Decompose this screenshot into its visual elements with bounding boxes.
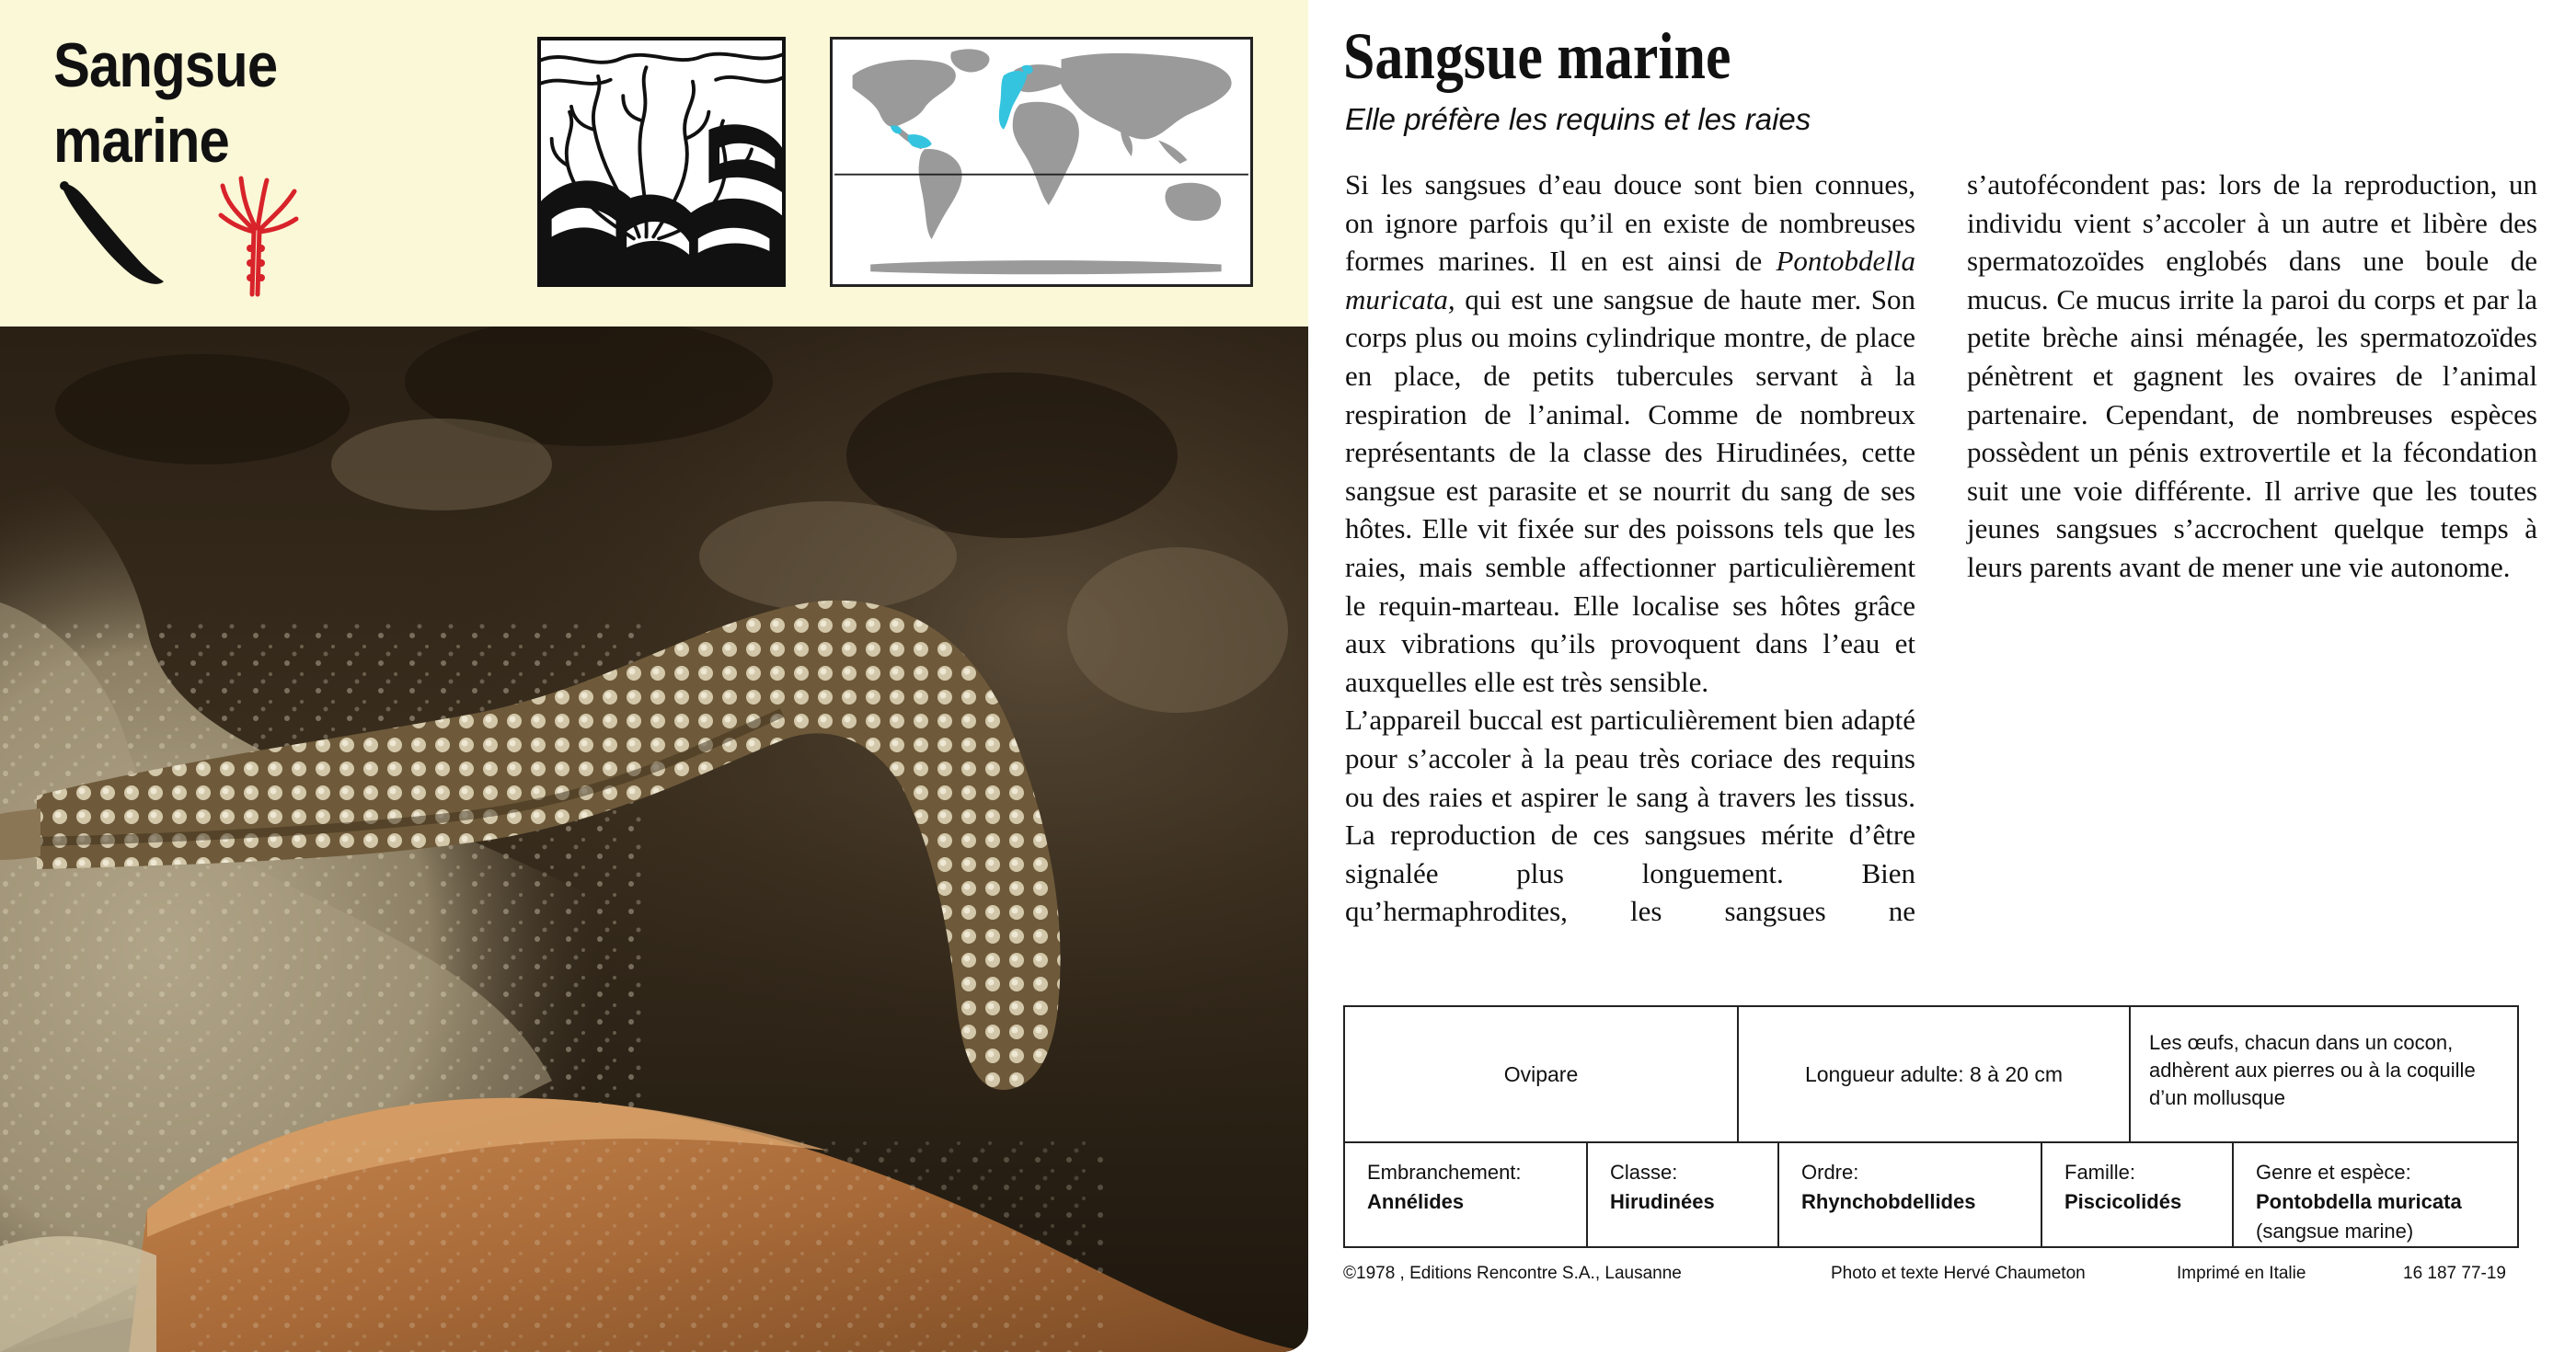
taxonomy-common-name: (sangsue marine) <box>2256 1220 2414 1243</box>
info-row-taxonomy <box>1345 1143 2517 1246</box>
taxonomy-value: Rhynchobdellides <box>1801 1190 1976 1213</box>
taxonomy-label: Famille: <box>2064 1161 2136 1184</box>
info-table <box>1343 1005 2519 1248</box>
taxonomy-value: Pontobdella muricata <box>2256 1190 2462 1213</box>
taxonomy-value: Annélides <box>1367 1190 1465 1213</box>
species-name-italic: Pontobdella muricata, <box>1345 245 1915 315</box>
taxonomy-label: Ordre: <box>1801 1161 1859 1184</box>
footer-code: 16 187 77-19 <box>2403 1264 2506 1283</box>
footer <box>1343 1264 2530 1291</box>
taxonomy-genus-species <box>2232 1143 2517 1246</box>
body-p1-start: Si les sangsues d’eau douce sont bien connues, on ignore parfois qu’il en existe de nombreuses formes marines. Il en est ainsi de <box>1345 168 1915 278</box>
eggs-cell: Les œufs, chacun dans un cocon, adhèrent aux pierres ou à la coquille d’un mollusque <box>2129 1007 2517 1141</box>
back-title: Sangsue marine <box>1343 19 1731 93</box>
distribution-map <box>830 37 1253 287</box>
reproduction-cell: Ovipare <box>1503 1061 1579 1086</box>
taxonomy-order <box>1777 1143 2041 1246</box>
body-paragraph-2: L’appareil buccal est particulièrement bien adapté pour s’accoler à la peau très coriace des requins ou des raies et aspirer le sang à travers les tissus. La reproduction de ces sangsues mérite d’être signalée plus longuement. Bien qu’hermaphrodites, les sangsues ne s’autofécondent pas: lors de la reproduction, un individu vient s’accoler à un autre et libère des spermatozoïdes englobés dans une boule de mucus. Ce mucus irrite la paroi du corps et par la petite brèche ainsi ménagée, les spermatozoïdes pénètrent et gagnent les ovaires de l’animal partenaire. Cependant, de nombreuses espèces possèdent un pénis extrovertile et la fécondation suit une voie différente. Il arrive que les toutes jeunes sangsues s’accrochent quelque temps à leurs parents avant de mener une vie autonome. <box>1345 168 2537 928</box>
taxonomy-class <box>1586 1143 1777 1246</box>
length-cell: Longueur adulte: 8 à 20 cm <box>1737 1007 2129 1141</box>
taxonomy-label: Embranchement: <box>1367 1161 1522 1184</box>
taxonomy-value: Hirudinées <box>1610 1190 1715 1213</box>
footer-printed: Imprimé en Italie <box>2177 1264 2306 1283</box>
front-title <box>53 28 277 178</box>
taxonomy-label: Genre et espèce: <box>2256 1161 2411 1184</box>
body-text <box>1345 166 2537 947</box>
taxonomy-family <box>2041 1143 2232 1246</box>
front-header <box>0 0 1308 327</box>
body-paragraph-1 <box>1345 166 1915 701</box>
leech-photo <box>0 327 1308 1352</box>
taxonomy-phylum <box>1345 1143 1586 1246</box>
footer-credit: Photo et texte Hervé Chaumeton <box>1831 1264 2086 1283</box>
body-p1-end: qui est une sangsue de haute mer. Son corps plus ou moins cylindrique montre, de place en place, de petits tubercules servant à la respiration de l’animal. Comme de nombreux représentants de la classe des Hirudinées, cette sangsue est parasite et se nourrit du sang de ses hôtes. Elle vit fixée sur des poissons tels que les raies, mais semble affectionner particulièrement le requin-marteau. Elle localise ses hôtes grâce aux vibrations qu’ils provoquent dans l’eau et auxquelles elle est très sensible. <box>1345 282 1915 698</box>
front-title-line1: Sangsue <box>53 30 278 100</box>
back-subtitle: Elle préfère les requins et les raies <box>1345 102 1811 136</box>
front-title-line2: marine <box>53 106 229 176</box>
info-row-biology <box>1345 1007 2517 1143</box>
taxonomy-value: Piscicolidés <box>2064 1190 2182 1213</box>
footer-copyright: ©1978 , Editions Rencontre S.A., Lausanne <box>1343 1264 1682 1283</box>
back-card <box>1308 0 2576 1352</box>
worm-icon <box>217 175 300 299</box>
taxonomy-label: Classe: <box>1610 1161 1678 1184</box>
leech-icon <box>55 175 175 294</box>
habitat-illustration <box>537 37 786 287</box>
